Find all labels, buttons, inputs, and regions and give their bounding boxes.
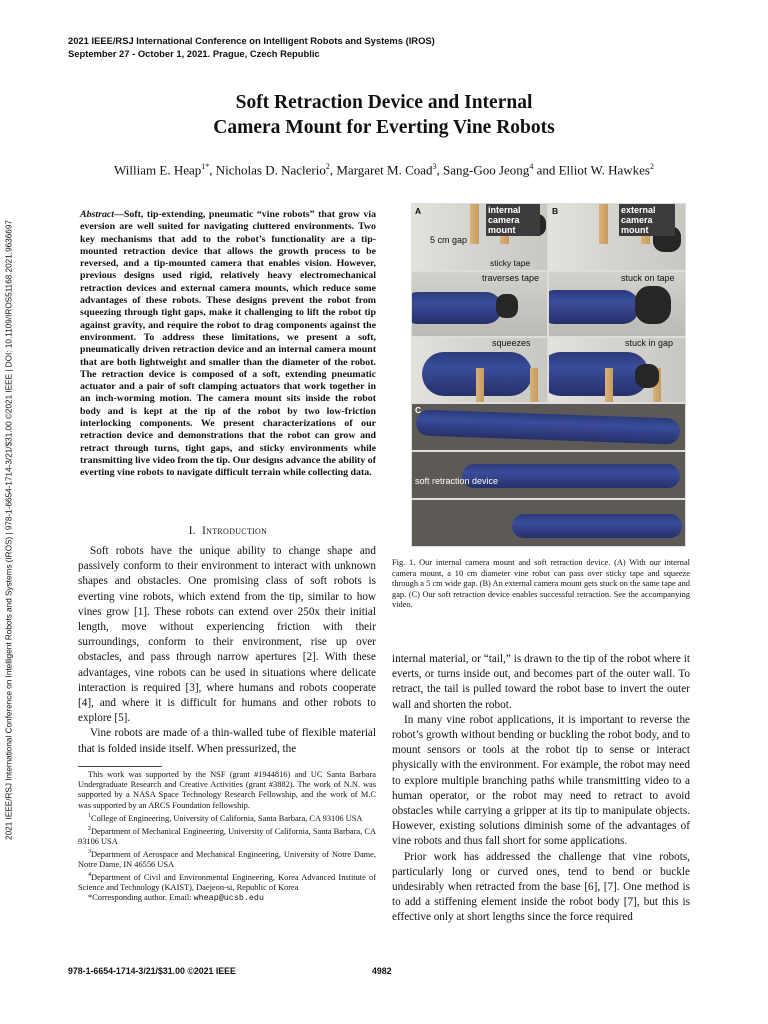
- external-camera: [635, 364, 659, 388]
- panel-c-bottom: [411, 499, 686, 547]
- panel-b-middle: [548, 271, 686, 337]
- author-name: Nicholas D. Naclerio: [215, 162, 326, 178]
- affiliation-sup: 1: [88, 812, 91, 819]
- paragraph: internal material, or “tail,” is drawn to the tip of the robot where it everts, or turns inside out, and becomes part of the outer wall. To retract, the tail is pulled toward the robot base to invert the outer wall and shorten the robot.: [392, 653, 690, 711]
- panel-a-bottom: [411, 337, 548, 403]
- vine-robot-body: [512, 514, 682, 538]
- title-line-2: Camera Mount for Everting Vine Robots: [213, 117, 555, 138]
- abstract-label: Abstract: [80, 209, 115, 220]
- author-affiliation: 2: [649, 162, 654, 171]
- wood-block: [605, 368, 613, 402]
- affiliation-text: Department of Civil and Environmental Engineering, Korea Advanced Institute of Science and Technology (KAIST), Daejeon-si, Republic of Korea: [78, 873, 376, 893]
- panel-c-middle: [411, 451, 686, 499]
- author-name: Margaret M. Coad: [336, 162, 433, 178]
- right-column-body: [392, 652, 690, 926]
- author-separator: ,: [329, 162, 337, 178]
- author-separator: ,: [209, 162, 216, 178]
- external-camera: [635, 286, 671, 324]
- panel-b-top: [548, 203, 686, 271]
- author-separator: and: [533, 162, 559, 178]
- stuck-in-gap-label: stuck in gap: [625, 338, 674, 348]
- squeezes-label: squeezes: [492, 338, 531, 348]
- paragraph: Vine robots are made of a thin-walled tube of flexible material that is folded inside itself. When pressurized, the: [78, 727, 376, 755]
- paragraph: Prior work has addressed the challenge that vine robots, particularly long or curved ones, tend to bend or buckle undesirably when retracted from the base [6], [7]. One method is to add a stiffening element inside the robot body [7], but this is effective only at short lengths since the force required: [392, 850, 690, 924]
- wood-block: [530, 368, 538, 402]
- author-affiliation: 1*: [201, 162, 210, 171]
- affiliation-sup: 2: [88, 825, 91, 832]
- affiliation-text: Department of Mechanical Engineering, University of California, Santa Barbara, CA 93106 USA: [78, 826, 376, 846]
- traverses-tape-label: traverses tape: [482, 273, 540, 283]
- section-heading: [80, 525, 376, 537]
- paragraph: Soft robots have the unique ability to change shape and passively conform to their environment to interact with unknown shapes and obstacles. One promising class of soft robots is everting vine robots, which extend from the tip, similar to how vines grow [1]. These robots can extend over 250x their initial length, move without experiencing friction with their surroundings, conform to their environment, rise up over obstacles, and pass through narrow apertures [2]. With these advantages, vine robots can be used in situations where delicate interaction is required [3], where humans and robots cooperate [4], and where it is difficult for humans and other robots to explore [5].: [78, 545, 376, 725]
- footer-isbn: 978-1-6654-1714-3/21/$31.00 ©2021 IEEE: [68, 966, 236, 976]
- corresponding-note: [78, 893, 376, 903]
- affiliation-sup: 4: [88, 872, 91, 879]
- stuck-on-tape-label: stuck on tape: [621, 273, 675, 283]
- author-list: [0, 162, 768, 178]
- author-name: Sang-Goo Jeong: [443, 162, 530, 178]
- author-affiliation: 4: [529, 162, 534, 171]
- author-name: Elliot W. Hawkes: [558, 162, 650, 178]
- abstract: [80, 209, 376, 480]
- affiliation-note: [78, 870, 376, 893]
- doi-sidebar: [3, 170, 15, 890]
- vine-robot-body: [548, 352, 649, 396]
- figure-caption: Fig. 1. Our internal camera mount and soft retraction device. (A) With our internal camera mount, a 10 cm diameter vine robot can pass over sticky tape and squeeze through a 5 cm wide gap. (B) An external camera mount gets stuck on the same tape and gap. (C) Our soft retraction device enables successful retraction. See the accompanying video.: [392, 558, 690, 610]
- affiliation-text: Department of Aerospace and Mechanical Engineering, University of Notre Dame, Notre Dame, IN 46556 USA: [78, 849, 376, 870]
- author-separator: ,: [436, 162, 444, 178]
- wood-block: [599, 204, 608, 244]
- panel-a-middle: [411, 271, 548, 337]
- author-name: William E. Heap: [114, 162, 202, 178]
- author-affiliation: 2: [325, 162, 330, 171]
- panel-letter-c: C: [415, 405, 422, 415]
- affiliation-note: [78, 811, 376, 824]
- soft-retraction-device-label: soft retraction device: [415, 476, 499, 486]
- wood-block: [470, 204, 479, 244]
- conference-name: 2021 IEEE/RSJ International Conference on Intelligent Robots and Systems (IROS): [68, 35, 435, 46]
- wood-block: [476, 368, 484, 402]
- email-link[interactable]: wheap@ucsb.edu: [193, 893, 264, 904]
- footnotes: [78, 770, 376, 904]
- section-number: I.: [188, 525, 196, 537]
- figure-1: [411, 203, 684, 545]
- author-affiliation: 3: [432, 162, 437, 171]
- affiliation-text: College of Engineering, University of California, Santa Barbara, CA 93106 USA: [91, 813, 363, 823]
- panel-b-bottom: [548, 337, 686, 403]
- footnote-rule: [78, 766, 162, 767]
- vine-robot-body: [411, 292, 502, 324]
- conference-dates: September 27 - October 1, 2021. Prague, Czech Republic: [68, 48, 320, 59]
- page-number: 4982: [372, 966, 392, 976]
- panel-c-top: [411, 403, 686, 451]
- section-title: Introduction: [202, 525, 268, 537]
- paragraph: In many vine robot applications, it is important to reverse the robot’s growth without bending or buckling the robot body, and to mount sensors or tools at the robot tip to sense or interact physically with the environment. For example, the robot may need to explore multiple branching paths while transmitting video to a human operator, or the robot may need to retract to avoid obstacles while carrying a gripper at its tip to manipulate objects. However, existing solutions diminish some of the advantages of vine robots and thus fall short for some applications.: [392, 713, 690, 848]
- affiliation-note: [78, 847, 376, 870]
- title-line-1: Soft Retraction Device and Internal: [235, 92, 533, 113]
- panel-a-top: [411, 203, 548, 271]
- paper-title: [0, 90, 768, 140]
- panel-letter-a: A: [415, 206, 422, 216]
- abstract-dash: —: [114, 209, 124, 220]
- doi-sidebar-text: 2021 IEEE/RSJ International Conference on Intelligent Robots and Systems (IROS) | 978-1-6654-1714-3/21/$31.00 ©2021 IEEE | DOI: 10.1109/IROS51168.2021.9636697: [4, 220, 14, 840]
- affiliation-note: [78, 824, 376, 847]
- vine-robot-body: [548, 290, 639, 324]
- gap-label: 5 cm gap: [430, 235, 468, 245]
- external-camera-mount-label: external camera mount: [619, 204, 675, 236]
- left-column-body: [78, 544, 376, 757]
- affiliation-sup: 3: [88, 849, 91, 856]
- camera-housing: [496, 294, 518, 318]
- funding-note: This work was supported by the NSF (grant #1944816) and UC Santa Barbara Undergraduate Research and Creative Activities (grant #3882). The work of N.N. was supported by a NASA Space Technology Research Fellowship, and the work of M.C was supported by an ARCS Foundation fellowship.: [78, 770, 376, 810]
- panel-letter-b: B: [552, 206, 559, 216]
- corresponding-label: *Corresponding author. Email:: [88, 893, 194, 903]
- vine-robot-body: [416, 409, 681, 444]
- sticky-tape-label: sticky tape: [490, 258, 531, 268]
- internal-camera-mount-label: internal camera mount: [486, 204, 540, 236]
- conference-header: [68, 34, 435, 60]
- abstract-text: Soft, tip-extending, pneumatic “vine robots” that grow via eversion are well suited for navigating cluttered environments. Two key mechanisms that add to the robot’s functionality are a tip-mounted retraction device that allows the growth process to be reversed, and a tip-mounted camera that enables vision. However, previous designs used rigid, relatively heavy electromechanical retraction devices and external camera mounts, which reduce some advantages of these robots. These designs prevent the robot from squeezing through tight gaps, make it challenging to lift the robot tip against gravity, and require the robot to drag components against the environment. To address these limitations, we present a soft, pneumatically driven retraction device and an internal camera mount that are both lightweight and smaller than the diameter of the robot. The retraction device is composed of a soft, extending pneumatic actuator and a pair of soft clamping actuators that work together in an inch-worming motion. The camera mount sits inside the robot body and is kept at the tip of the robot by two low-friction interlocking components. We present characterizations of our retraction device and demonstrations that the robot can grow and retract through turns, tight gaps, and sticky environments while transmitting live video from the tip. Our designs advance the ability of everting vine robots to navigate difficult terrain while collecting data.: [80, 209, 376, 479]
